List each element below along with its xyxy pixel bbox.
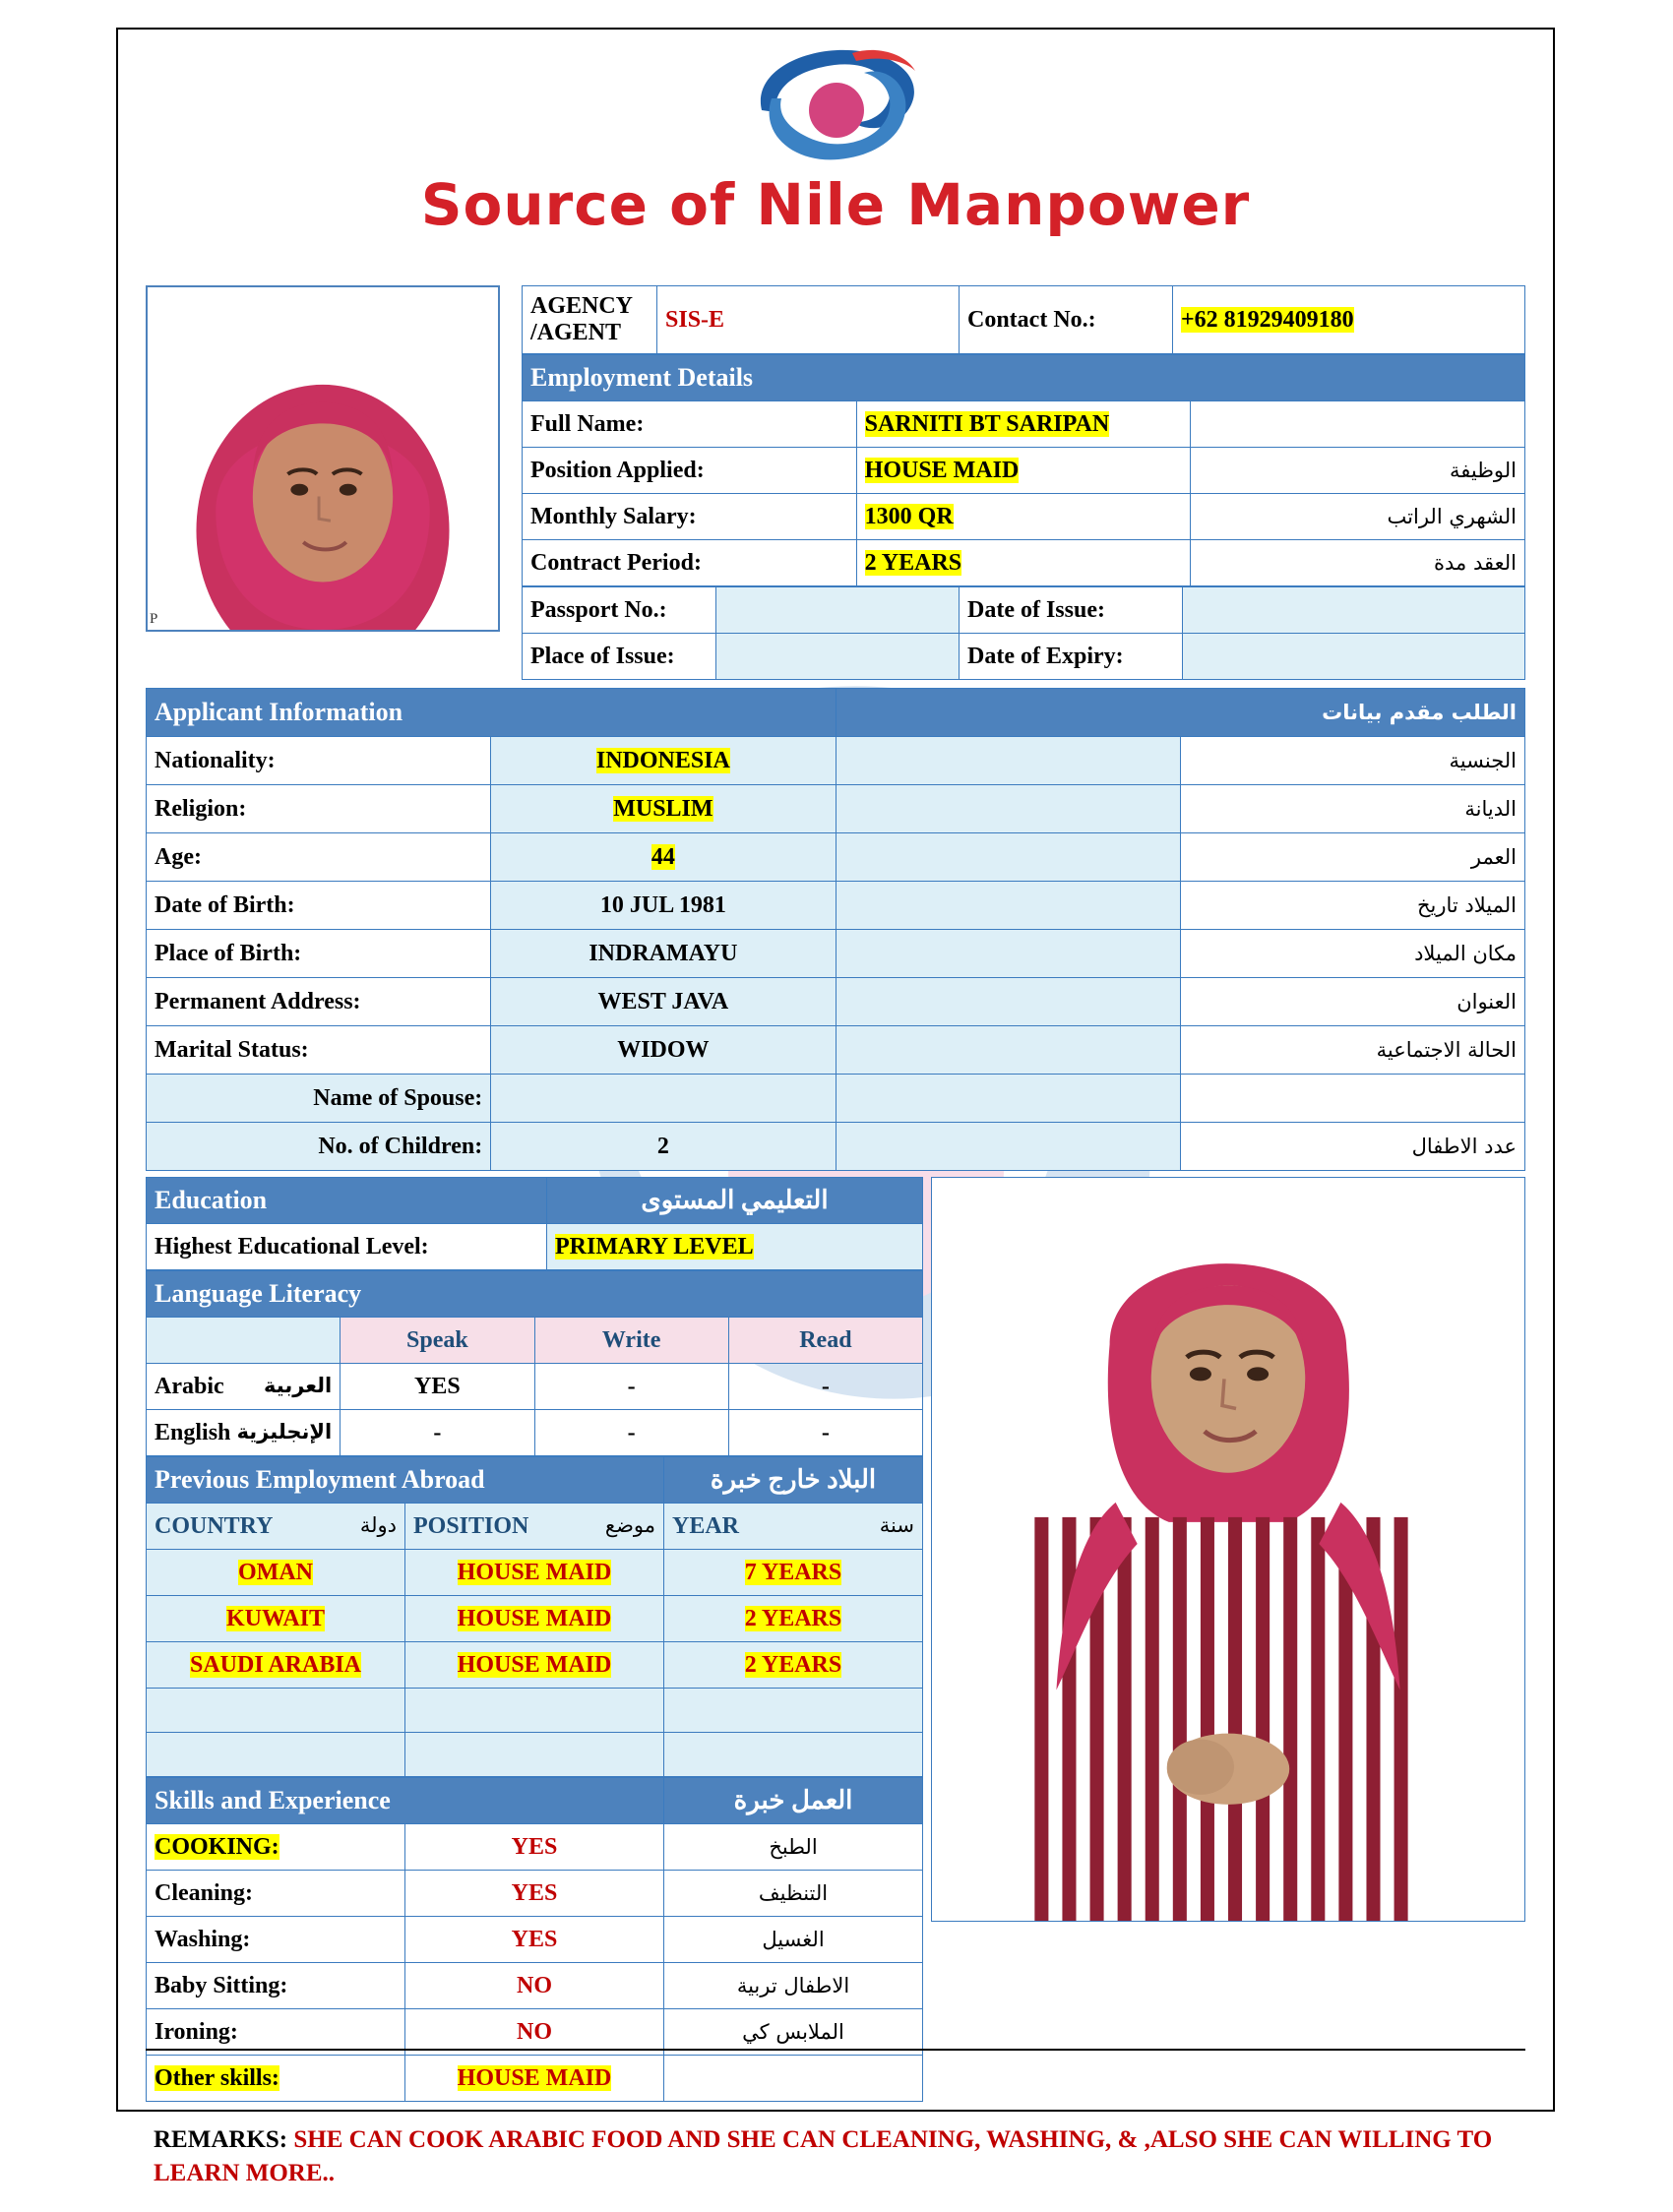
col-country: COUNTRY دولة xyxy=(147,1504,405,1550)
skill-washing-label: Washing: xyxy=(147,1917,405,1963)
prev-position-2: HOUSE MAID xyxy=(405,1596,664,1642)
language-col-write: Write xyxy=(534,1318,728,1364)
marital-label: Marital Status: xyxy=(147,1026,491,1075)
skill-babysitting-arabic: الاطفال تربية xyxy=(664,1963,923,2009)
skill-babysitting-label: Baby Sitting: xyxy=(147,1963,405,2009)
applicant-information-section xyxy=(146,688,1525,1171)
skill-other-label: Other skills: xyxy=(147,2056,405,2102)
table-row xyxy=(147,1224,923,1270)
dob-value: 10 JUL 1981 xyxy=(491,882,836,930)
table-row xyxy=(523,540,1525,586)
contact-label: Contact No.: xyxy=(960,286,1173,354)
top-block xyxy=(146,285,1525,680)
nationality-label: Nationality: xyxy=(147,737,491,785)
nationality-value: INDONESIA xyxy=(491,737,836,785)
agency-value: SIS-E xyxy=(657,286,960,354)
table-row xyxy=(147,1689,923,1733)
table-row xyxy=(147,930,1525,978)
spouse-value xyxy=(491,1075,836,1123)
skill-other-value: HOUSE MAID xyxy=(405,2056,664,2102)
skill-ironing-value: NO xyxy=(405,2009,664,2056)
skills-table xyxy=(146,1777,923,2102)
spacer-cell xyxy=(836,833,1180,882)
mid-left-column xyxy=(146,1177,923,2102)
table-row xyxy=(147,1457,923,1504)
prev-position-1: HOUSE MAID xyxy=(405,1550,664,1596)
spacer-cell xyxy=(836,930,1180,978)
agency-table xyxy=(522,285,1525,354)
prev-position-3: HOUSE MAID xyxy=(405,1642,664,1689)
table-row xyxy=(147,1123,1525,1171)
table-row xyxy=(147,1504,923,1550)
table-row xyxy=(523,448,1525,494)
company-name: Source of Nile Manpower xyxy=(420,171,1251,238)
table-row xyxy=(147,1596,923,1642)
table-row xyxy=(147,2056,923,2102)
prev-emp-header-arabic: البلاد خارج خبرة xyxy=(664,1457,923,1504)
table-row xyxy=(147,1026,1525,1075)
skill-cooking-arabic: الطبخ xyxy=(664,1824,923,1871)
position-value: HOUSE MAID xyxy=(856,448,1191,494)
table-row xyxy=(147,833,1525,882)
table-row xyxy=(147,1917,923,1963)
document-page xyxy=(116,28,1555,2186)
prev-country-1: OMAN xyxy=(147,1550,405,1596)
skill-washing-value: YES xyxy=(405,1917,664,1963)
education-table xyxy=(146,1177,923,1270)
education-level-value: PRIMARY LEVEL xyxy=(547,1224,923,1270)
dob-label: Date of Birth: xyxy=(147,882,491,930)
table-row xyxy=(147,1963,923,2009)
address-value: WEST JAVA xyxy=(491,978,836,1026)
full-name-label: Full Name: xyxy=(523,401,857,448)
table-row xyxy=(523,494,1525,540)
table-row xyxy=(147,689,1525,737)
table-row xyxy=(523,401,1525,448)
contract-arabic: العقد مدة xyxy=(1191,540,1525,586)
company-logo-icon xyxy=(732,39,939,167)
table-row xyxy=(147,882,1525,930)
prev-year-5 xyxy=(664,1733,923,1777)
table-row xyxy=(147,978,1525,1026)
date-of-expiry-value xyxy=(1183,634,1525,680)
salary-arabic: الشهري الراتب xyxy=(1191,494,1525,540)
prev-year-1: 7 YEARS xyxy=(664,1550,923,1596)
applicant-passport-photo xyxy=(146,285,500,632)
remarks-label: REMARKS: xyxy=(154,2126,288,2153)
skill-cleaning-label: Cleaning: xyxy=(147,1871,405,1917)
skills-header-arabic: العمل خبرة xyxy=(664,1778,923,1824)
table-row xyxy=(147,1178,923,1224)
table-row xyxy=(147,1075,1525,1123)
marital-value: WIDOW xyxy=(491,1026,836,1075)
prev-year-2: 2 YEARS xyxy=(664,1596,923,1642)
language-name: English xyxy=(155,1419,231,1445)
applicant-table xyxy=(146,688,1525,1171)
top-tables xyxy=(522,285,1525,680)
pob-value: INDRAMAYU xyxy=(491,930,836,978)
arabic-write: - xyxy=(534,1364,728,1410)
col-position: POSITION موضع xyxy=(405,1504,664,1550)
language-col-speak: Speak xyxy=(341,1318,534,1364)
prev-country-3: SAUDI ARABIA xyxy=(147,1642,405,1689)
arabic-speak: YES xyxy=(341,1364,534,1410)
pob-label: Place of Birth: xyxy=(147,930,491,978)
skill-washing-arabic: الغسيل xyxy=(664,1917,923,1963)
position-label: Position Applied: xyxy=(523,448,857,494)
table-row xyxy=(147,1642,923,1689)
marital-arabic: الحالة الاجتماعية xyxy=(1180,1026,1524,1075)
place-of-issue-value xyxy=(716,634,960,680)
table-row xyxy=(147,1550,923,1596)
prev-year-3: 2 YEARS xyxy=(664,1642,923,1689)
age-label: Age: xyxy=(147,833,491,882)
skill-babysitting-value: NO xyxy=(405,1963,664,2009)
children-arabic: عدد الاطفال xyxy=(1180,1123,1524,1171)
skill-cooking-label: COOKING: xyxy=(147,1824,405,1871)
skill-ironing-arabic: الملابس كي xyxy=(664,2009,923,2056)
address-label: Permanent Address: xyxy=(147,978,491,1026)
prev-country-5 xyxy=(147,1733,405,1777)
nationality-arabic: الجنسية xyxy=(1180,737,1524,785)
applicant-header: Applicant Information xyxy=(147,689,836,737)
table-row xyxy=(147,1871,923,1917)
skill-cleaning-arabic: التنظيف xyxy=(664,1871,923,1917)
remarks-text xyxy=(154,2123,1518,2190)
table-row xyxy=(147,1733,923,1777)
salary-label: Monthly Salary: xyxy=(523,494,857,540)
skill-cleaning-value: YES xyxy=(405,1871,664,1917)
remarks-body: SHE CAN COOK ARABIC FOOD AND SHE CAN CLEANING, WASHING, & ,ALSO SHE CAN WILLING TO LEARN MORE.. xyxy=(154,2126,1493,2186)
spacer-cell xyxy=(836,737,1180,785)
passport-no-value xyxy=(716,587,960,634)
prev-country-2: KUWAIT xyxy=(147,1596,405,1642)
col-year: YEAR سنة xyxy=(664,1504,923,1550)
language-table xyxy=(146,1270,923,1456)
employment-header: Employment Details xyxy=(523,355,1525,401)
contract-label: Contract Period: xyxy=(523,540,857,586)
place-of-issue-label: Place of Issue: xyxy=(523,634,716,680)
language-name-arabic: العربية xyxy=(264,1373,333,1397)
remarks-section xyxy=(146,2110,1525,2212)
education-level-label: Highest Educational Level: xyxy=(147,1224,547,1270)
prev-position-5 xyxy=(405,1733,664,1777)
spacer-cell xyxy=(836,882,1180,930)
table-row xyxy=(523,587,1525,634)
table-row xyxy=(523,286,1525,354)
spacer-cell xyxy=(836,1123,1180,1171)
spouse-arabic xyxy=(1180,1075,1524,1123)
skill-cooking-value: YES xyxy=(405,1824,664,1871)
language-col-blank xyxy=(147,1318,341,1364)
date-of-expiry-label: Date of Expiry: xyxy=(960,634,1183,680)
arabic-read: - xyxy=(728,1364,922,1410)
language-name-arabic: الإنجليزية xyxy=(236,1419,333,1444)
full-name-value: SARNITI BT SARIPAN xyxy=(856,401,1191,448)
table-row xyxy=(147,1824,923,1871)
english-read: - xyxy=(728,1410,922,1456)
date-of-issue-label: Date of Issue: xyxy=(960,587,1183,634)
table-row xyxy=(147,1778,923,1824)
mid-area xyxy=(146,1177,1525,2102)
dob-arabic: الميلاد تاريخ xyxy=(1180,882,1524,930)
prev-position-4 xyxy=(405,1689,664,1733)
table-row xyxy=(147,1410,923,1456)
prev-country-4 xyxy=(147,1689,405,1733)
religion-label: Religion: xyxy=(147,785,491,833)
language-col-read: Read xyxy=(728,1318,922,1364)
table-row xyxy=(147,785,1525,833)
table-row xyxy=(147,1364,923,1410)
employment-table xyxy=(522,354,1525,586)
skill-other-arabic xyxy=(664,2056,923,2102)
language-english-row xyxy=(147,1410,341,1456)
applicant-header-arabic: الطلب مقدم بيانات xyxy=(836,689,1525,737)
pob-arabic: مكان الميلاد xyxy=(1180,930,1524,978)
contact-value: +62 81929409180 xyxy=(1173,286,1525,354)
table-row xyxy=(147,737,1525,785)
children-value: 2 xyxy=(491,1123,836,1171)
full-name-arabic xyxy=(1191,401,1525,448)
english-write: - xyxy=(534,1410,728,1456)
photo-corner-tag: P xyxy=(150,611,158,627)
children-label: No. of Children: xyxy=(147,1123,491,1171)
language-name: Arabic xyxy=(155,1373,224,1399)
spacer-cell xyxy=(836,1026,1180,1075)
agency-label: AGENCY /AGENT xyxy=(523,286,657,354)
prev-year-4 xyxy=(664,1689,923,1733)
prev-emp-header: Previous Employment Abroad xyxy=(147,1457,664,1504)
spacer-cell xyxy=(836,978,1180,1026)
salary-value: 1300 QR xyxy=(856,494,1191,540)
religion-arabic: الديانة xyxy=(1180,785,1524,833)
language-header: Language Literacy xyxy=(147,1271,923,1318)
address-arabic: العنوان xyxy=(1180,978,1524,1026)
religion-value: MUSLIM xyxy=(491,785,836,833)
bottom-divider xyxy=(146,2049,1525,2051)
passport-no-label: Passport No.: xyxy=(523,587,716,634)
age-value: 44 xyxy=(491,833,836,882)
date-of-issue-value xyxy=(1183,587,1525,634)
table-row xyxy=(523,634,1525,680)
table-row xyxy=(147,1271,923,1318)
skill-ironing-label: Ironing: xyxy=(147,2009,405,2056)
previous-employment-table xyxy=(146,1456,923,1777)
language-arabic-row xyxy=(147,1364,341,1410)
education-header: Education xyxy=(147,1178,547,1224)
age-arabic: العمر xyxy=(1180,833,1524,882)
company-header xyxy=(118,39,1553,285)
table-row xyxy=(147,1318,923,1364)
education-header-arabic: التعليمي المستوى xyxy=(547,1178,923,1224)
spouse-label: Name of Spouse: xyxy=(147,1075,491,1123)
applicant-full-photo xyxy=(931,1177,1525,1922)
contract-value: 2 YEARS xyxy=(856,540,1191,586)
position-arabic: الوظيفة xyxy=(1191,448,1525,494)
table-row xyxy=(523,355,1525,401)
spacer-cell xyxy=(836,1075,1180,1123)
english-speak: - xyxy=(341,1410,534,1456)
passport-table xyxy=(522,586,1525,680)
skills-header: Skills and Experience xyxy=(147,1778,664,1824)
spacer-cell xyxy=(836,785,1180,833)
